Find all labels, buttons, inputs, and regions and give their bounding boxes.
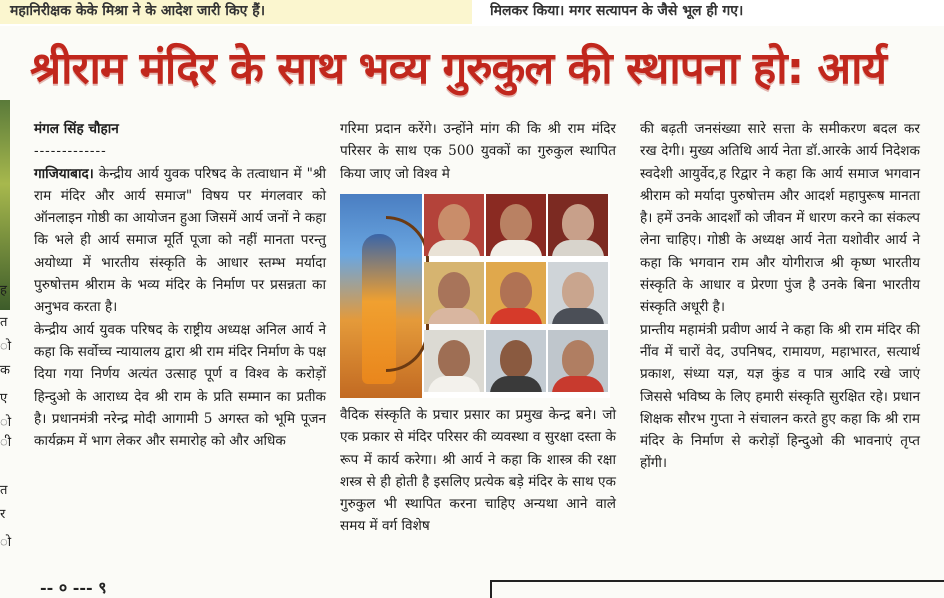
participant-photo [548,194,608,256]
participant-photo [486,194,546,256]
participant-photo [424,194,484,256]
participant-photo [424,330,484,392]
left-edge-text-fragment: ए [0,391,8,406]
column-3-paragraph-1: की बढ़ती जनसंख्या सारे सत्ता के समीकरण बदल कर रख देगी। मुख्य अतिथि आर्य नेता डॉ.आरके आर्य निदेशक स्वदेशी आयुर्वेद,ह रिद्वार ने कहा कि आर्य समाज भगवान श्रीराम को मर्यादा पुरुषोत्तम और आदर्श महापुरूष मानता है। हमें उनके आदर्शों को जीवन में धारण करने का संकल्प लेना चाहिए। गोष्ठी के अध्यक्ष आर्य नेता यशोवीर आर्य ने कहा कि भगवान राम और योगीराज श्री कृष्ण भारतीय संस्कृति के आधार व प्रेरणा पुंज है उनके बिना भारतीय संस्कृति अधूरी है। [640,121,920,316]
article-column-3 [640,118,920,475]
left-edge-text-fragment: ो [0,339,12,354]
left-edge-text-fragment: त [0,315,8,330]
left-edge-text-fragment: त [0,483,8,498]
bottom-headline-fragment: -- ० --- ९ [40,578,107,597]
lord-ram-illustration [340,194,422,398]
top-left-continuation: महानिरीक्षक केके मिश्रा ने के आदेश जारी किए हैं। [0,0,472,24]
article-column-1 [34,118,326,452]
bow-icon [386,216,429,372]
left-edge-text-fragment: ो [0,415,12,430]
dateline: गाजियाबाद। [34,165,94,182]
participant-photo [548,262,608,324]
bottom-box-border [490,580,944,598]
left-edge-text-fragment: क [0,363,10,378]
column-2-top-text: गरिमा प्रदान करेंगे। उन्होंने मांग की कि श्री राम मंदिर परिसर के साथ एक 500 युवकों का गुरुकुल स्थापित किया जाए जो विश्व मे [340,121,616,182]
participant-photo [548,330,608,392]
article-column-2 [340,118,616,185]
column-2-bottom-text: वैदिक संस्कृति के प्रचार प्रसार का प्रमुख केन्द्र बने। जो एक प्रकार से मंदिर परिसर की व्यवस्था व सुरक्षा दस्ता के रूप में कार्य करेगा। श्री आर्य ने कहा कि शास्त्र की रक्षा शस्त्र से ही होती है इसलिए प्रत्येक बड़े मंदिर के साथ एक गुरुकुल भी स्थापित करना चाहिए अन्यथा आने वाले समय में वर्ग विशेष [340,407,616,535]
left-edge-text-fragment: ो [0,535,12,550]
byline: मंगल सिंह चौहान [34,121,119,137]
left-edge-text-fragment: ह [0,283,7,298]
bottom-next-article-strip [0,580,944,596]
column-3-paragraph-2: प्रान्तीय महामंत्री प्रवीण आर्य ने कहा कि श्री राम मंदिर की नींव में चारों वेद, उपनिषद, रामायण, महाभारत, सत्यार्थ प्रकाश, संध्या यज्ञ, यज्ञ कुंड व पात्र आदि रखे जाएं जिससे भविष्य के लिए हमारी संस्कृति सुरक्षित रहे। प्रधान शिक्षक सौरभ गुप्ता ने संचालन करते हुए कहा कि श्री राम मंदिर के निर्माण से करोड़ों हिन्दुओ की भावनाएं तृप्त होंगी। [640,321,920,472]
left-edge-neighbor-column [0,30,12,580]
left-edge-text-fragment: र [0,507,6,522]
top-right-continuation: मिलकर किया। मगर सत्यापन के जैसे भूल ही गए। [490,3,744,19]
headline: श्रीराम मंदिर के साथ भव्य गुरुकुल की स्थापना हो: आर्य [30,43,887,94]
article-paragraph-1 [34,163,326,319]
article-paragraph-1-text: केन्द्रीय आर्य युवक परिषद के तत्वाधान में "श्री राम मंदिर और आर्य समाज" विषय पर मंगलवार को ऑनलाइन गोष्ठी का आयोजन हुआ जिसमें आर्य जनों ने कहा कि भले ही आर्य समाज मूर्ति पूजा को नहीं मानता परन्तु अयोध्या में भारतीय संस्कृति के आधार स्तम्भ मर्यादा पुरुषोत्तम श्रीराम के भव्य मंदिर के निर्माण पर प्रसन्नता का अनुभव करता है। [34,165,326,316]
participant-photo [486,262,546,324]
left-edge-photo [0,100,10,310]
byline-separator: ------------- [34,143,107,160]
participant-photo [424,262,484,324]
news-photo-collage [340,194,610,398]
left-edge-text-fragment: ी [0,435,12,450]
participant-photo [486,330,546,392]
article-column-2-lower [340,404,616,538]
article-paragraph-2: केन्द्रीय आर्य युवक परिषद के राष्ट्रीय अध्यक्ष अनिल आर्य ने कहा कि सर्वोच्च न्यायालय द्वारा श्री राम मंदिर निर्माण के पक्ष दिया गया निर्णय अत्यंत उत्साह पूर्ण व विश्व के करोड़ों हिन्दुओ के आराध्य देव श्री राम के प्रति सम्मान का प्रतीक है। प्रधानमंत्री नरेन्द्र मोदी आगामी 5 अगस्त को भूमि पूजन कार्यक्रम में भाग लेकर और समारोह को और अधिक [34,321,326,450]
